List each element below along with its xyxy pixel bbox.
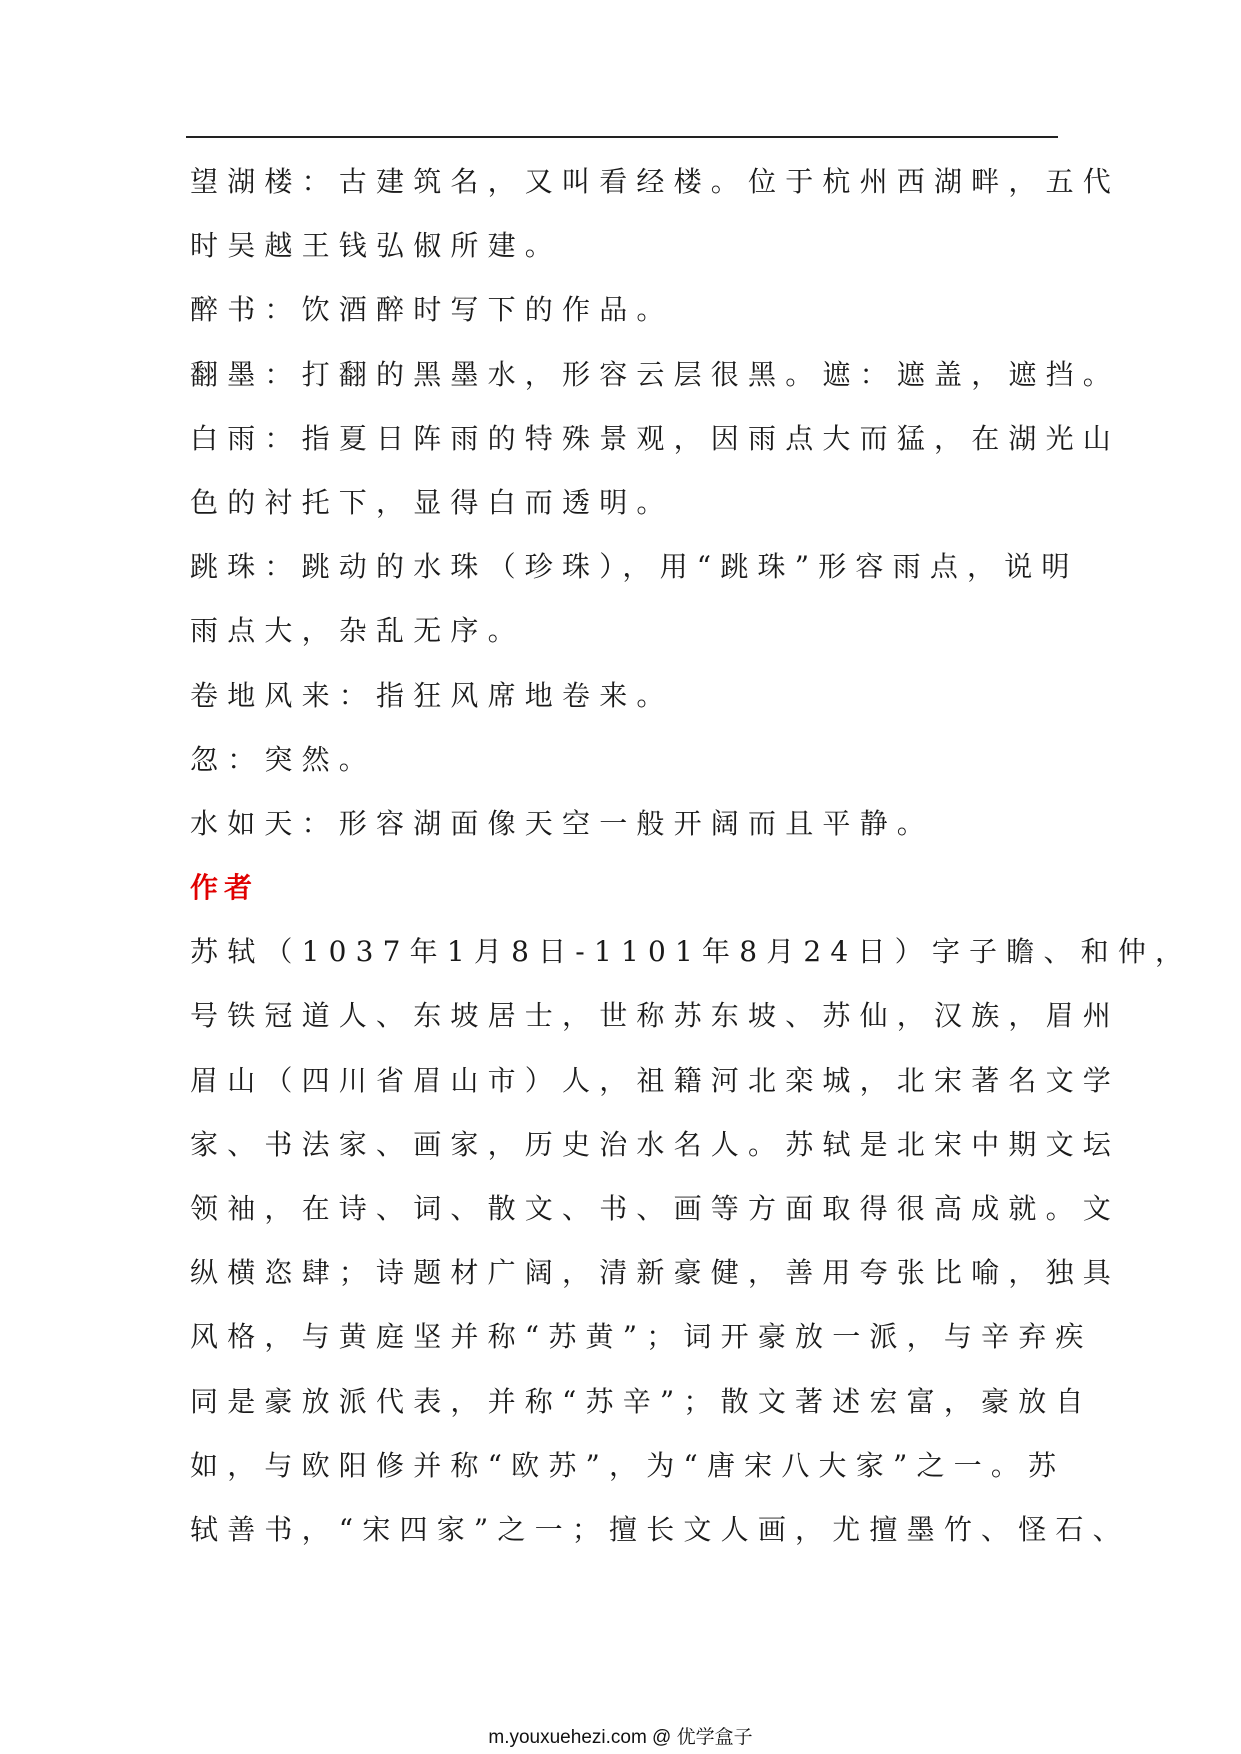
author-heading: 作者 [190, 871, 259, 905]
note-line: 醉书：饮酒醉时写下的作品。 [190, 293, 674, 327]
author-paragraph-line: 家、书法家、画家，历史治水名人。苏轼是北宋中期文坛 [190, 1127, 1121, 1161]
note-line: 白雨：指夏日阵雨的特殊景观，因雨点大而猛，在湖光山 [190, 421, 1121, 455]
note-line: 忽：突然。 [190, 742, 377, 776]
author-paragraph-line: 领袖，在诗、词、散文、书、画等方面取得很高成就。文 [190, 1192, 1121, 1225]
note-line: 望湖楼：古建筑名，又叫看经楼。位于杭州西湖畔，五代 [190, 165, 1121, 198]
note-line: 时吴越王钱弘俶所建。 [190, 229, 563, 263]
author-paragraph-line: 眉山（四川省眉山市）人，祖籍河北栾城，北宋著名文学 [190, 1063, 1121, 1097]
author-paragraph-line: 轼善书，“宋四家”之一；擅长文人画，尤擅墨竹、怪石、 [190, 1512, 1130, 1546]
note-line: 翻墨：打翻的黑墨水，形容云层很黑。遮：遮盖，遮挡。 [190, 357, 1121, 391]
author-paragraph-line: 同是豪放派代表，并称“苏辛”；散文著述宏富，豪放自 [190, 1384, 1093, 1418]
note-line: 水如天：形容湖面像天空一般开阔而且平静。 [190, 806, 935, 840]
note-line: 色的衬托下，显得白而透明。 [190, 485, 674, 519]
page-content [190, 150, 1193, 1562]
note-line: 跳珠：跳动的水珠（珍珠），用“跳珠”形容雨点，说明 [190, 550, 1079, 584]
author-paragraph-line: 苏轼（1037年1月8日-1101年8月24日）字子瞻、和仲， [190, 935, 1193, 969]
note-line: 雨点大，杂乱无序。 [190, 614, 525, 648]
author-paragraph-line: 号铁冠道人、东坡居士，世称苏东坡、苏仙，汉族，眉州 [190, 999, 1121, 1033]
note-line: 卷地风来：指狂风席地卷来。 [190, 678, 674, 712]
author-paragraph-line: 风格，与黄庭坚并称“苏黄”；词开豪放一派，与辛弃疾 [190, 1320, 1093, 1354]
author-paragraph-line: 纵横恣肆；诗题材广阔，清新豪健，善用夸张比喻，独具 [190, 1256, 1121, 1290]
footer-watermark: m.youxuehezi.com @ 优学盒子 [488, 1727, 753, 1748]
author-paragraph-line: 如，与欧阳修并称“欧苏”，为“唐宋八大家”之一。苏 [190, 1448, 1066, 1482]
header-rule [186, 136, 1058, 138]
